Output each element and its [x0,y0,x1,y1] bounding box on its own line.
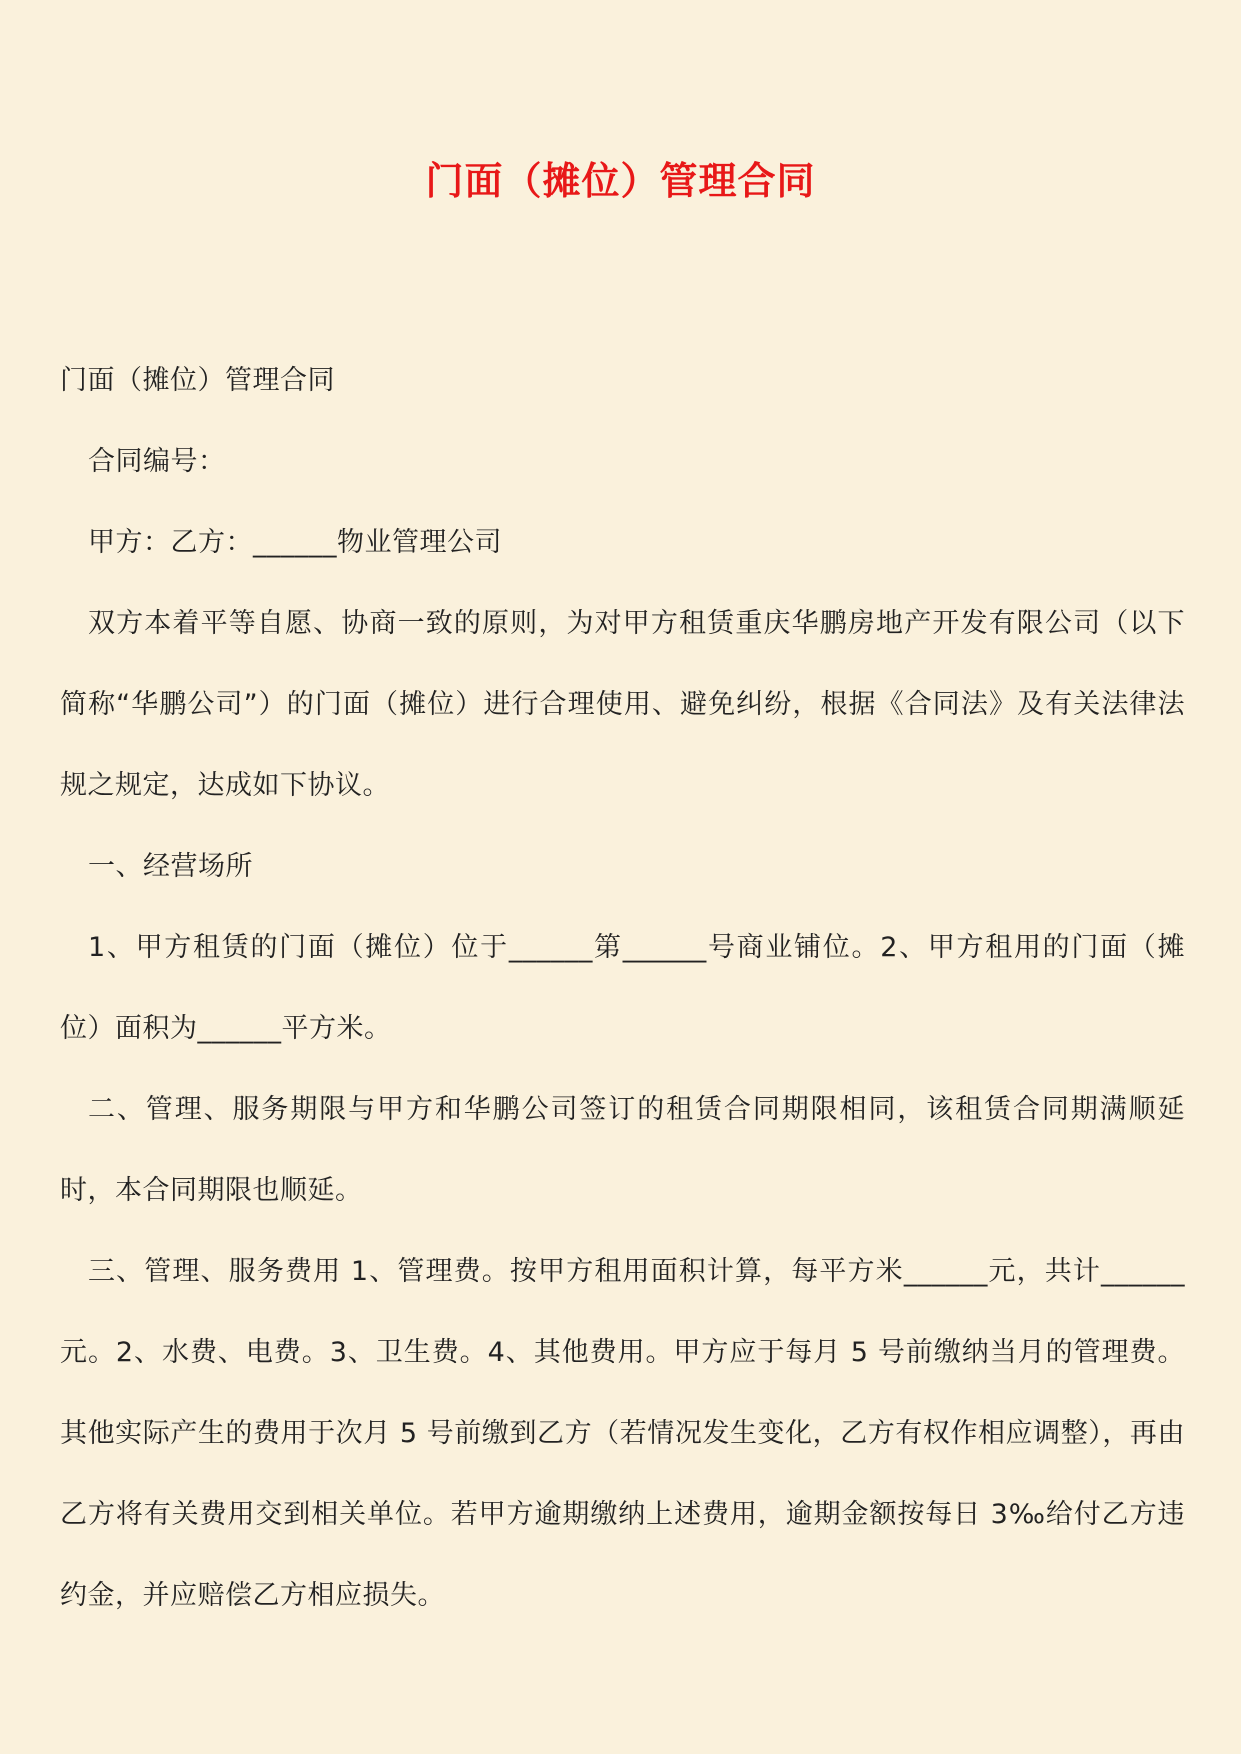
paragraph-section-1-heading: 一、经营场所 [88,851,253,882]
paragraph-section-3: 三、管理、服务费用 1、管理费。按甲方租用面积计算，每平方米______元，共计______元。2、水费、电费。3、卫生费。4、其他费用。甲方应于每月 5 号前缴纳当月的管理费。其他实际产生的费用于次月 5 号前缴到乙方（若情况发生变化，乙方有权作相应调整），再由乙方将有关费用交到相关单位。若甲方逾期缴纳上述费用，逾期金额按每日 3‰给付乙方违约金，并应赔偿乙方相应损失。 [60,1256,1185,1611]
paragraph-contract-number: 合同编号： [88,446,226,477]
paragraph-parties: 甲方：乙方：______物业管理公司 [88,527,502,558]
paragraph-heading: 门面（摊位）管理合同 [60,365,335,396]
paragraph-section-1-body: 1、甲方租赁的门面（摊位）位于______第______号商业铺位。2、甲方租用的门面（摊位）面积为______平方米。 [60,932,1185,1044]
paragraph-section-2: 二、管理、服务期限与甲方和华鹏公司签订的租赁合同期限相同，该租赁合同期满顺延时，本合同期限也顺延。 [60,1094,1185,1206]
paragraph-preamble: 双方本着平等自愿、协商一致的原则，为对甲方租赁重庆华鹏房地产开发有限公司（以下简称“华鹏公司”）的门面（摊位）进行合理使用、避免纠纷，根据《合同法》及有关法律法规之规定，达成如下协议。 [60,608,1185,801]
document-title: 门面（摊位）管理合同 [425,158,816,203]
document-body [60,340,1185,1636]
